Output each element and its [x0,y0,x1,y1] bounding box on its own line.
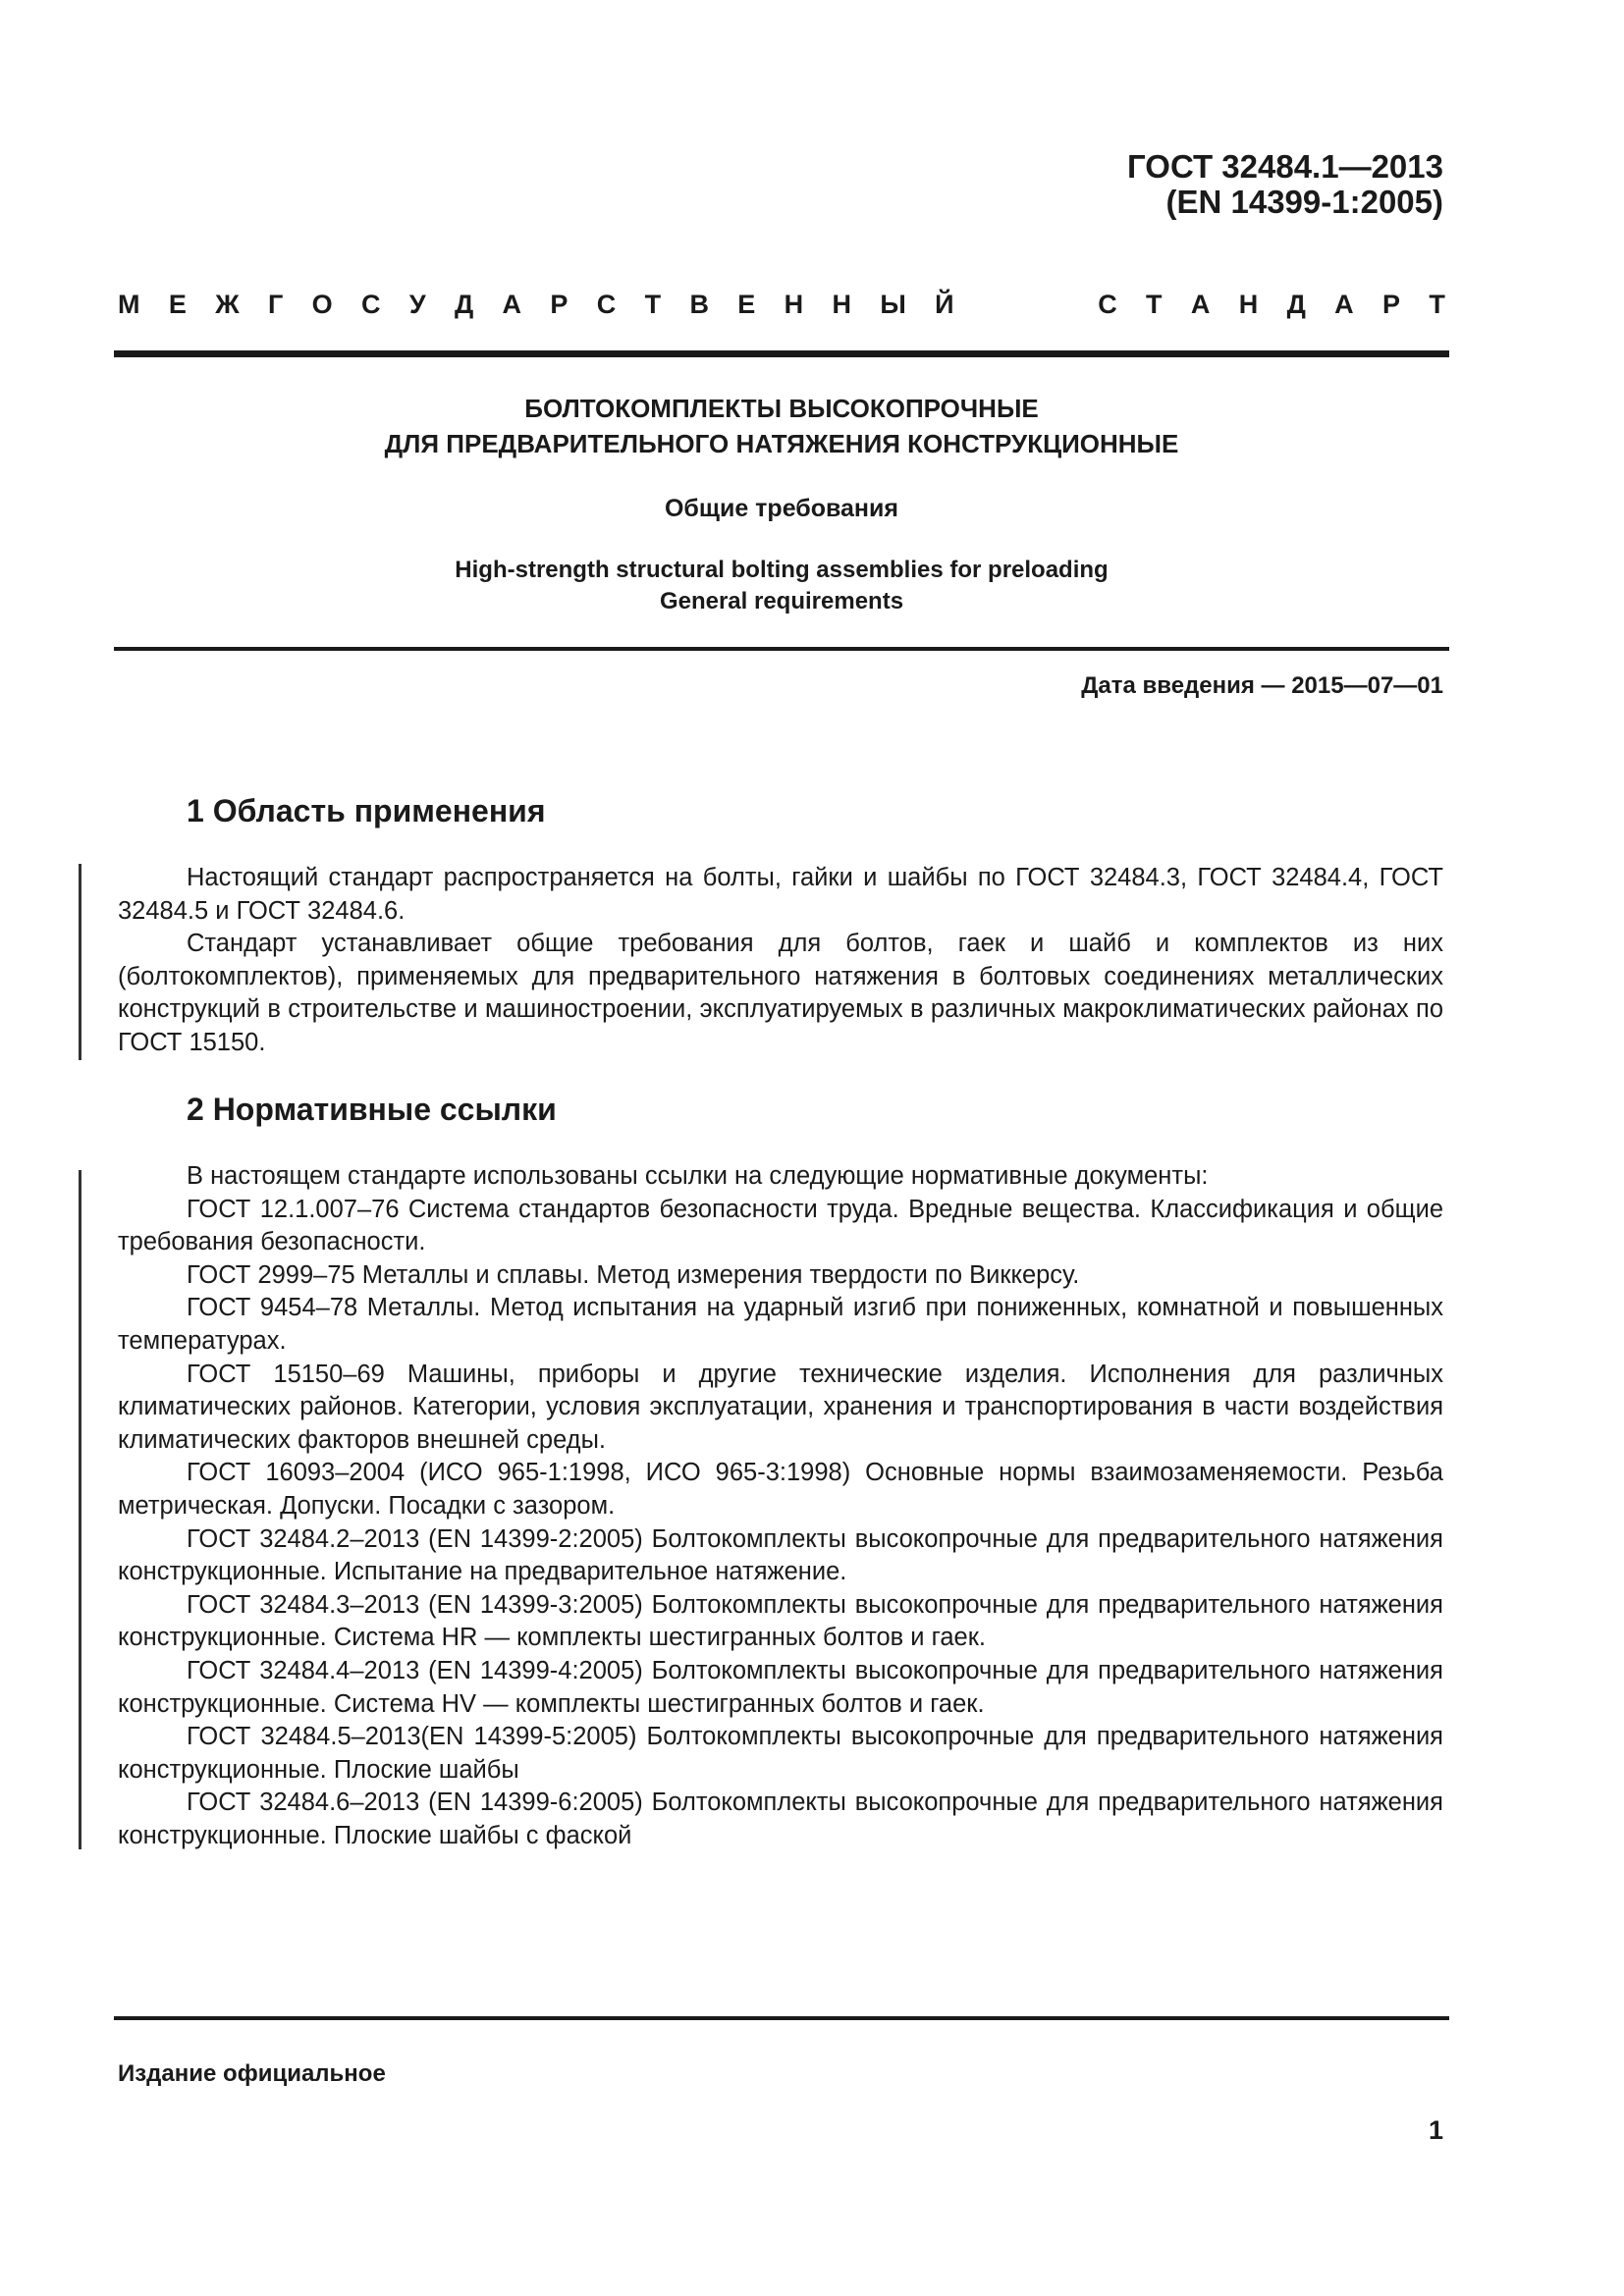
caption-letter: С [596,290,617,319]
footer-divider [114,2016,1449,2020]
caption-letter: Ж [215,290,240,319]
section-1-body [118,862,1443,1060]
caption-letter: А [1334,290,1354,319]
paragraph: ГОСТ 15150–69 Машины, приборы и другие технические изделия. Исполнения для различных климатических районов. Категории, условия эксплуатации, хранения и транспортирования в части воздействия климатических факторов внешней среды. [118,1360,1443,1454]
caption-letter: Й [935,290,954,319]
standard-code-gost: ГОСТ 32484.1—2013 [1127,148,1443,185]
caption-letter: О [311,290,333,319]
caption-letter: Ы [880,290,906,319]
section-1-heading: 1 Область применения [187,793,546,828]
caption-letter: Д [454,290,474,319]
caption-letter: С [360,290,381,319]
english-title [114,555,1449,617]
caption-letter: А [502,290,522,319]
interstate-standard-caption [118,288,1445,321]
paragraph: ГОСТ 32484.2–2013 (EN 14399-2:2005) Болтокомплекты высокопрочные для предварительного натяжения конструкционные. Испытание на предварительное натяжение. [118,1524,1443,1586]
title-divider [114,647,1449,651]
caption-word-gap [983,288,1069,321]
caption-letter: Д [1286,290,1306,319]
introduction-date: Дата введения — 2015—07—01 [1081,672,1443,699]
paragraph: ГОСТ 2999–75 Металлы и сплавы. Метод измерения твердости по Виккерсу. [187,1260,1080,1289]
paragraph: В настоящем стандарте использованы ссылки на следующие нормативные документы: [187,1162,1209,1190]
paragraph: ГОСТ 32484.4–2013 (EN 14399-4:2005) Болтокомплекты высокопрочные для предварительного натяжения конструкционные. Система HV — комплекты шестигранных болтов и гаек. [118,1656,1443,1718]
caption-letter: А [1190,290,1211,319]
title-line-2: ДЛЯ ПРЕДВАРИТЕЛЬНОГО НАТЯЖЕНИЯ КОНСТРУКЦИОННЫЕ [384,429,1179,458]
page-number: 1 [1428,2115,1443,2145]
official-edition-label: Издание официальное [118,2060,386,2087]
section-2-heading: 2 Нормативные ссылки [187,1092,557,1127]
caption-letter: С [1098,290,1117,319]
change-bar [79,864,81,1060]
paragraph: ГОСТ 9454–78 Металлы. Метод испытания на ударный изгиб при пониженных, комнатной и повышенных температурах. [118,1294,1443,1355]
paragraph: ГОСТ 12.1.007–76 Система стандартов безопасности труда. Вредные вещества. Классификация и общие требования безопасности. [118,1195,1443,1256]
change-bar [79,1170,81,1849]
caption-letter: Е [168,290,187,319]
caption-letter: Р [550,290,568,319]
caption-letter: Т [644,290,662,319]
caption-letter: Н [832,290,851,319]
title-line-1: БОЛТОКОМПЛЕКТЫ ВЫСОКОПРОЧНЫЕ [524,394,1039,423]
standard-code [1127,149,1443,220]
paragraph: ГОСТ 32484.5–2013(EN 14399-5:2005) Болтокомплекты высокопрочные для предварительного натяжения конструкционные. Плоские шайбы [118,1723,1443,1784]
caption-letter: В [689,290,709,319]
document-subtitle: Общие требования [664,495,898,522]
paragraph: ГОСТ 32484.3–2013 (EN 14399-3:2005) Болтокомплекты высокопрочные для предварительного натяжения конструкционные. Система HR — комплекты шестигранных болтов и гаек. [118,1590,1443,1652]
caption-letter: Т [1146,290,1163,319]
caption-letter: Н [784,290,804,319]
standard-code-en: (EN 14399-1:2005) [1165,184,1443,220]
section-2-body [118,1160,1443,1852]
english-title-line-2: General requirements [659,588,904,614]
caption-letter: Г [267,290,284,319]
caption-letter: М [118,290,140,319]
caption-letter: Т [1429,290,1445,319]
paragraph: ГОСТ 32484.6–2013 (EN 14399-6:2005) Болтокомплекты высокопрочные для предварительного натяжения конструкционные. Плоские шайбы с фаской [118,1789,1443,1849]
english-title-line-1: High-strength structural bolting assemblies for preloading [455,557,1109,583]
paragraph: Стандарт устанавливает общие требования для болтов, гаек и шайб и комплектов из них (болтокомплектов), применяемых для предварительного натяжения в болтовых соединениях металлических конструкций в строительстве и машиностроении, эксплуатируемых в различных макроклиматических районах по ГОСТ 15150. [118,930,1443,1056]
top-divider [114,350,1449,357]
caption-letter: Е [737,290,756,319]
caption-letter: Н [1238,290,1259,319]
document-title [114,391,1449,461]
caption-letter: У [408,290,426,319]
caption-letter: Р [1382,290,1401,319]
paragraph: Настоящий стандарт распространяется на болты, гайки и шайбы по ГОСТ 32484.3, ГОСТ 32484.4, ГОСТ 32484.5 и ГОСТ 32484.6. [118,864,1443,925]
paragraph: ГОСТ 16093–2004 (ИСО 965-1:1998, ИСО 965-3:1998) Основные нормы взаимозаменяемости. Резьба метрическая. Допуски. Посадки с зазором. [118,1459,1443,1520]
